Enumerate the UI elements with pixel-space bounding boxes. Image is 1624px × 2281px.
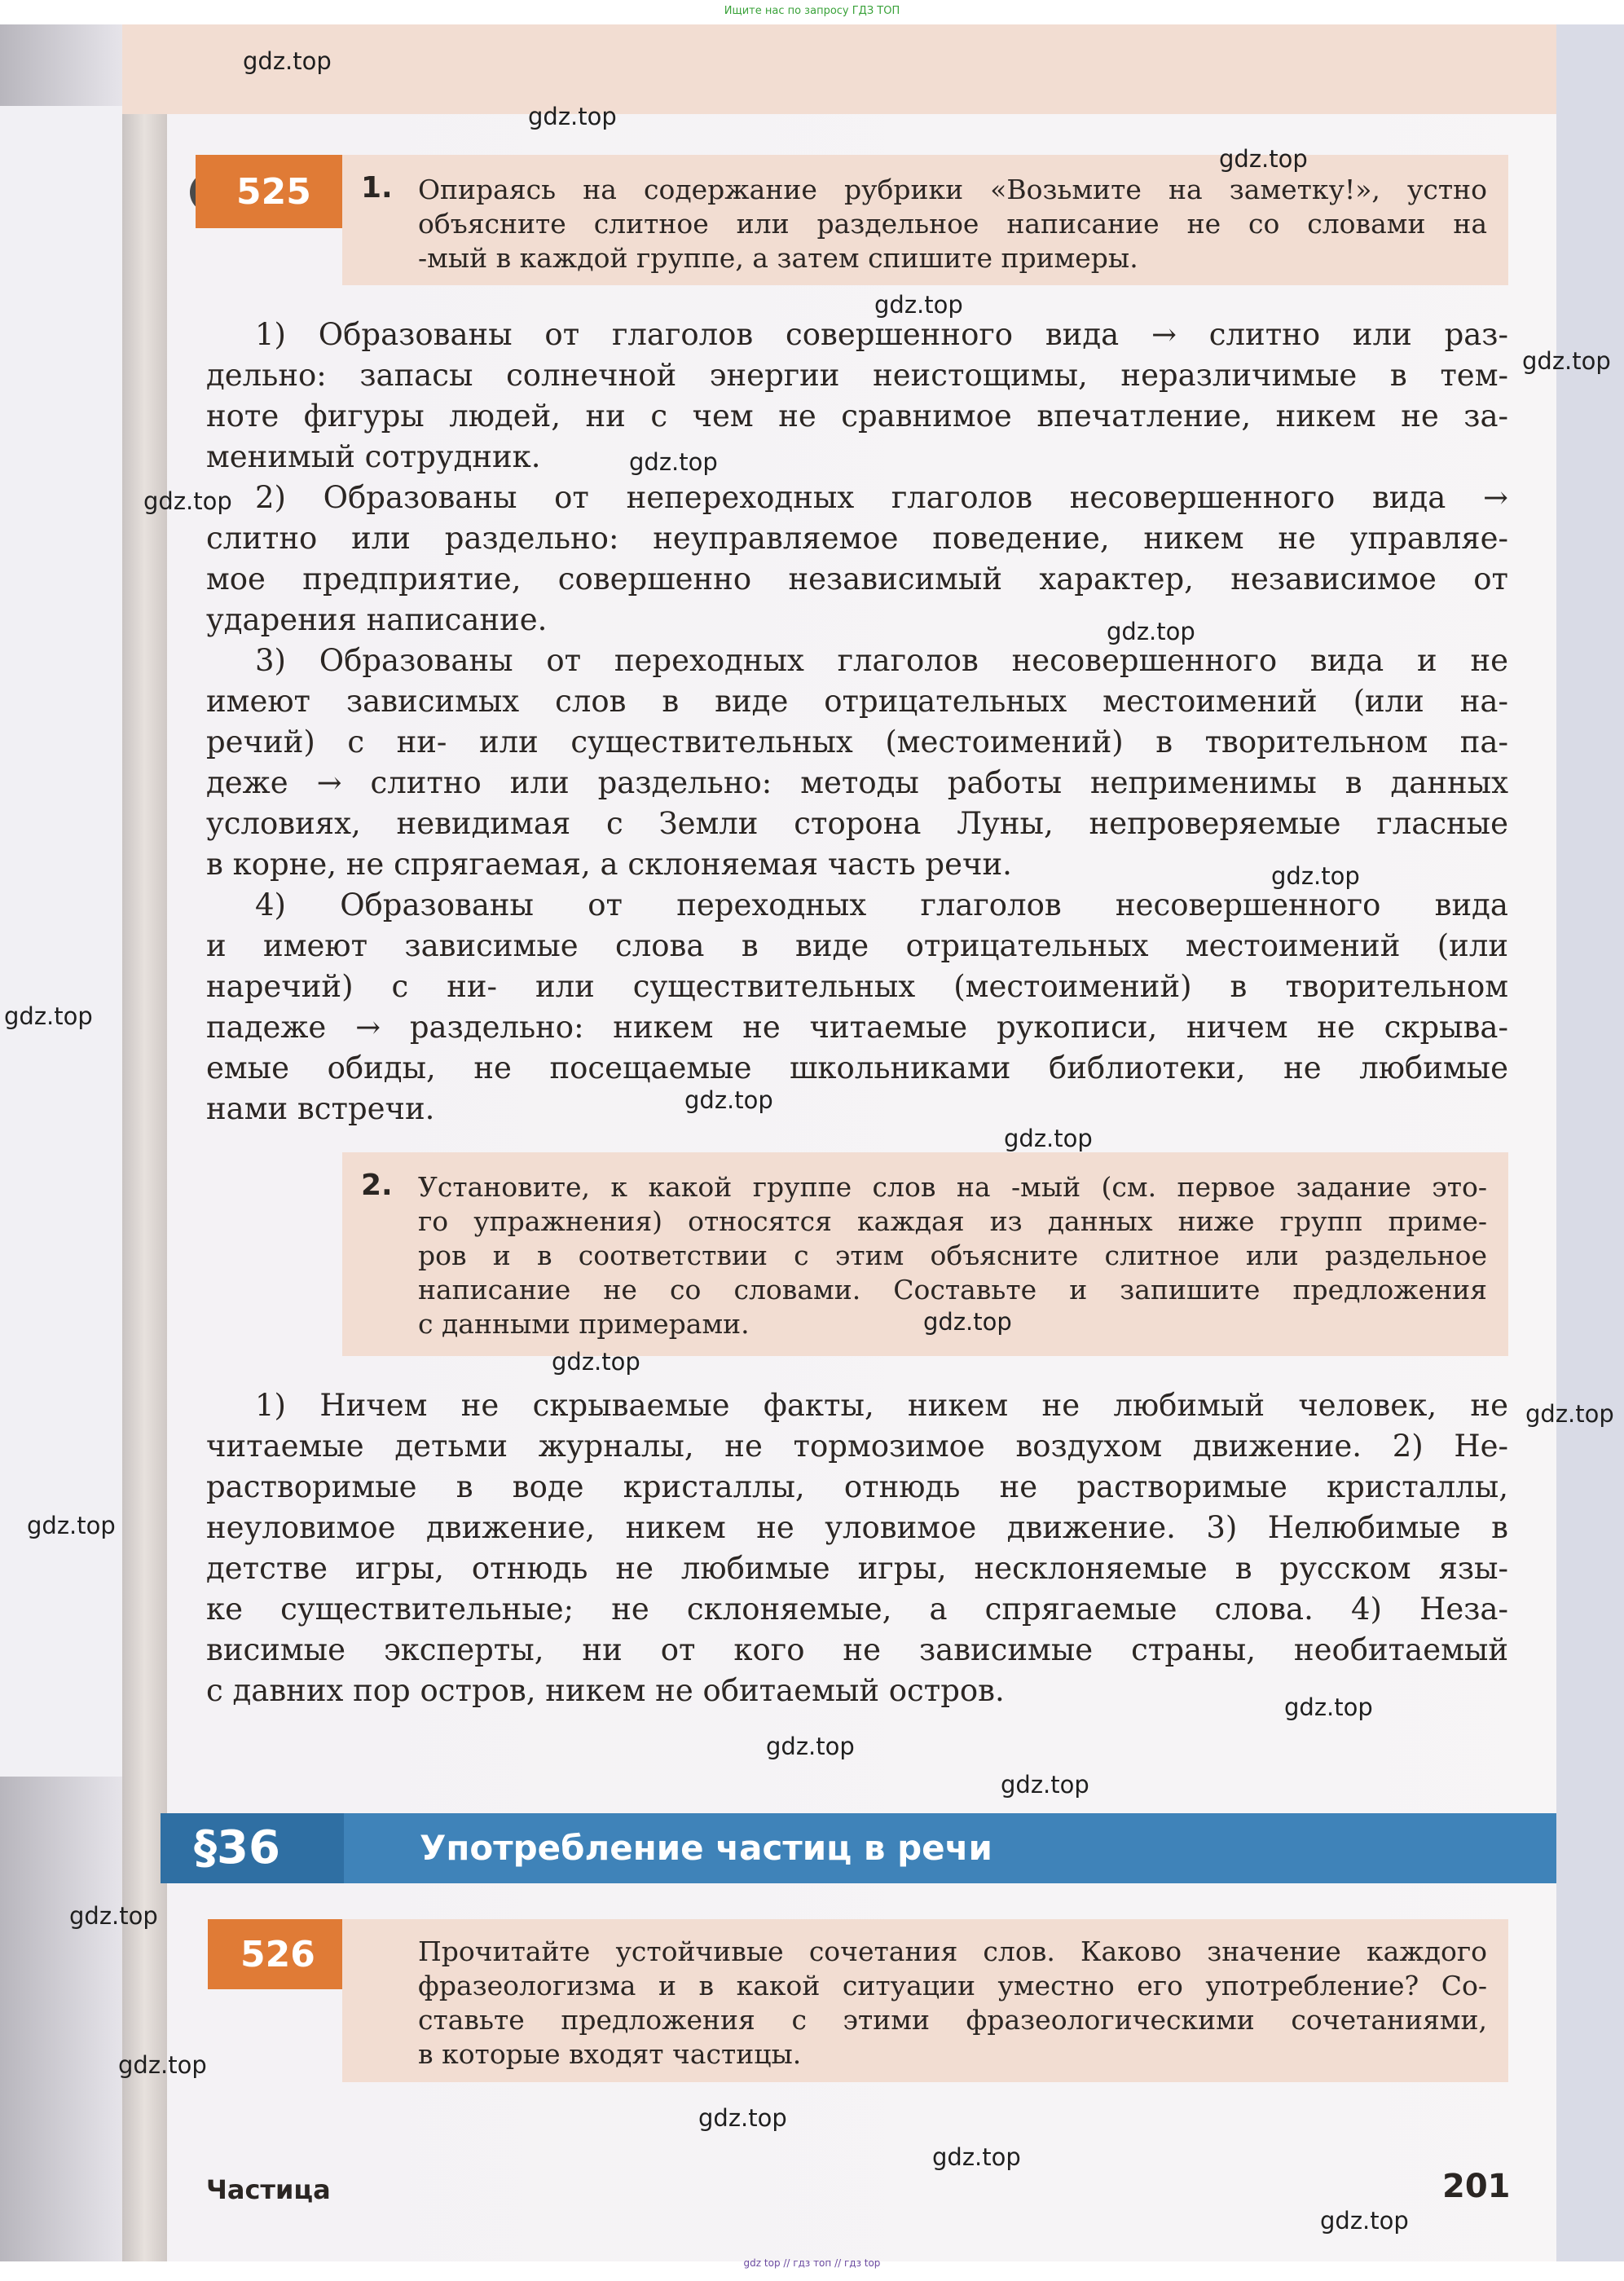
- watermark: gdz.top: [923, 1308, 1012, 1336]
- task-line: в которые входят частицы.: [418, 2038, 802, 2070]
- task-line: Опираясь на содержание рубрики «Возьмите на заметку!», устно: [418, 174, 1487, 205]
- watermark: gdz.top: [1107, 618, 1195, 645]
- text-line: детстве игры, отнюдь не любимые игры, несклоняемые в русском язы-: [206, 1551, 1508, 1586]
- watermark: gdz.top: [629, 448, 718, 476]
- watermark: gdz.top: [1320, 2207, 1409, 2235]
- text-line: емые обиды, не посещаемые школьниками библиотеки, не любимые: [206, 1050, 1508, 1085]
- header-note[interactable]: Ищите нас по запросу ГДЗ ТОП: [724, 5, 900, 17]
- task-line: фразеологизма и в какой ситуации уместно его употребление? Со-: [418, 1970, 1487, 2001]
- text-line: ударения написание.: [206, 602, 548, 637]
- exercise-number: 525: [236, 170, 311, 213]
- watermark: gdz.top: [1004, 1125, 1093, 1152]
- text-line: падеже → раздельно: никем не читаемые рукописи, ничем не скрыва-: [206, 1010, 1508, 1045]
- text-line: растворимые в воде кристаллы, отнюдь не растворимые кристаллы,: [206, 1469, 1508, 1504]
- task-line: го упражнения) относятся каждая из данных ниже групп приме-: [418, 1205, 1487, 1237]
- watermark: gdz.top: [1001, 1771, 1089, 1799]
- text-line: речий) с ни- или существительных (местоимений) в творительном па-: [206, 724, 1508, 760]
- paragraph-group-3: [206, 641, 1508, 885]
- text-line: висимые эксперты, ни от кого не зависимые страны, необитаемый: [206, 1632, 1508, 1667]
- paragraph-group-4: [206, 885, 1508, 1129]
- exercise-number: 526: [240, 1933, 315, 1975]
- text-line: с давних пор остров, никем не обитаемый остров.: [206, 1673, 1005, 1708]
- exercise-number-badge-526: [208, 1919, 342, 1989]
- footer-note[interactable]: gdz top // гдз топ // гдз top: [743, 2257, 881, 2269]
- task-marker: 1.: [361, 171, 393, 205]
- text-line: 3) Образованы от переходных глаголов несовершенного вида и не: [255, 643, 1508, 678]
- watermark: gdz.top: [1284, 1693, 1373, 1721]
- task-line: Установите, к какой группе слов на -мый (см. первое задание это-: [418, 1171, 1487, 1203]
- task-line: ставьте предложения с этими фразеологическими сочетаниями,: [418, 2004, 1487, 2036]
- text-line: ноте фигуры людей, ни с чем не сравнимое впечатление, никем не за-: [206, 399, 1508, 434]
- text-line: нами встречи.: [206, 1091, 435, 1126]
- text-line: наречий) с ни- или существительных (местоимений) в творительном: [206, 969, 1508, 1004]
- text-line: ке существительные; не склоняемые, а спрягаемые слова. 4) Неза-: [206, 1592, 1508, 1627]
- exercise-number-badge: [196, 155, 342, 228]
- watermark: gdz.top: [1522, 347, 1611, 375]
- text-line: слитно или раздельно: неуправляемое поведение, никем не управляе-: [206, 521, 1508, 556]
- paragraph-group-2: [206, 478, 1508, 641]
- watermark: gdz.top: [69, 1902, 158, 1930]
- section-number: §36: [194, 1821, 280, 1874]
- text-line: менимый сотрудник.: [206, 439, 541, 474]
- page-number: 201: [1442, 2168, 1511, 2205]
- watermark: gdz.top: [4, 1002, 93, 1030]
- text-line: мое предприятие, совершенно независимый характер, независимое от: [206, 561, 1508, 597]
- text-line: 1) Ничем не скрываемые факты, никем не любимый человек, не: [255, 1388, 1508, 1423]
- task-text-526: [418, 1935, 1487, 2072]
- task-line: объясните слитное или раздельное написание не со словами на: [418, 208, 1487, 240]
- watermark: gdz.top: [684, 1086, 773, 1114]
- text-line: 1) Образованы от глаголов совершенного вида → слитно или раз-: [255, 317, 1508, 352]
- text-line: условиях, невидимая с Земли сторона Луны, непроверяемые гласные: [206, 806, 1508, 841]
- watermark: gdz.top: [698, 2104, 787, 2132]
- task-line: написание не со словами. Составьте и запишите предложения: [418, 1274, 1487, 1306]
- text-line: имеют зависимых слов в виде отрицательных местоимений (или на-: [206, 684, 1508, 719]
- top-color-band: [122, 24, 1556, 114]
- chapter-label: Частица: [206, 2174, 331, 2205]
- text-line: деже → слитно или раздельно: методы работы неприменимы в данных: [206, 765, 1508, 800]
- text-line: 4) Образованы от переходных глаголов несовершенного вида: [255, 887, 1508, 923]
- text-line: неуловимое движение, никем не уловимое движение. 3) Нелюбимые в: [206, 1510, 1508, 1545]
- watermark: gdz.top: [932, 2143, 1021, 2171]
- paragraph-group-1: [206, 315, 1508, 478]
- text-line: и имеют зависимые слова в виде отрицательных местоимений (или: [206, 928, 1508, 963]
- watermark: gdz.top: [1271, 862, 1360, 890]
- task-line: Прочитайте устойчивые сочетания слов. Каково значение каждого: [418, 1935, 1487, 1967]
- watermark: gdz.top: [143, 487, 232, 515]
- text-line: читаемые детьми журналы, не тормозимое воздухом движение. 2) Не-: [206, 1429, 1508, 1464]
- text-line: в корне, не спрягаемая, а склоняемая часть речи.: [206, 847, 1012, 882]
- task-line: -мый в каждой группе, а затем спишите примеры.: [418, 242, 1138, 274]
- task-line: с данными примерами.: [418, 1308, 750, 1340]
- watermark: gdz.top: [552, 1348, 640, 1376]
- text-line: дельно: запасы солнечной энергии неистощимы, неразличимые в тем-: [206, 358, 1508, 393]
- watermark: gdz.top: [27, 1512, 116, 1539]
- watermark: gdz.top: [1219, 145, 1308, 173]
- watermark: gdz.top: [766, 1733, 855, 1760]
- task-line: ров и в соответствии с этим объясните слитное или раздельное: [418, 1240, 1487, 1271]
- examples-paragraph: [206, 1385, 1508, 1711]
- watermark: gdz.top: [874, 291, 963, 319]
- watermark: gdz.top: [528, 103, 617, 130]
- task-marker: 2.: [361, 1169, 393, 1202]
- watermark: gdz.top: [1525, 1400, 1614, 1428]
- text-line: 2) Образованы от непереходных глаголов несовершенного вида →: [255, 480, 1508, 515]
- section-title: Употребление частиц в речи: [420, 1828, 992, 1868]
- task-text: [418, 173, 1487, 275]
- watermark: gdz.top: [243, 47, 332, 75]
- watermark: gdz.top: [118, 2051, 207, 2079]
